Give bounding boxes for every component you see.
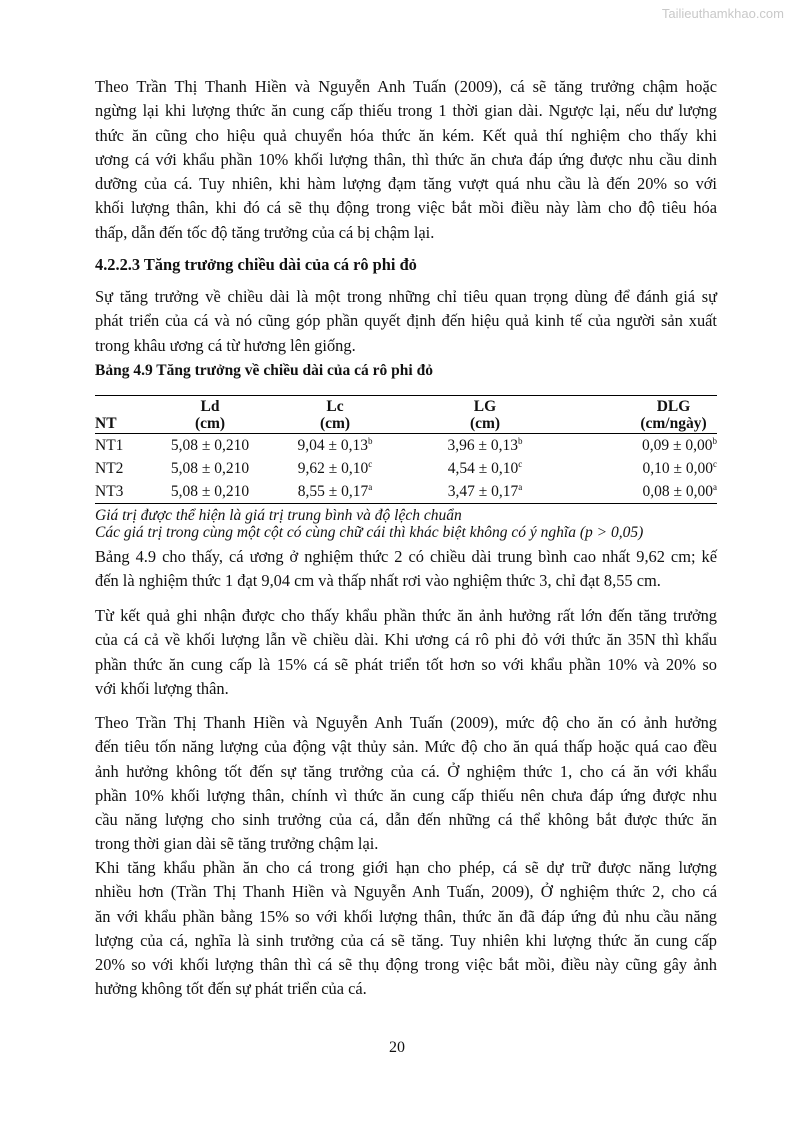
table-row (95, 457, 717, 480)
text-line: đến là nghiệm thức 1 đạt 9,04 cm và thấp nhất rơi vào nghiệm thức 3, chỉ đạt 8,55 cm. (95, 571, 661, 591)
text-line: Từ kết quả ghi nhận được cho thấy khẩu phần thức ăn ảnh hưởng rất lớn đến tăng trưởng (95, 606, 717, 625)
paragraph-1 (95, 75, 717, 245)
cell-ld: 5,08 ± 0,210 (170, 437, 250, 454)
paragraph-3 (95, 545, 717, 594)
text-line: với khối lượng thân. (95, 678, 229, 698)
table-note-1: Giá trị được thể hiện là giá trị trung bình và độ lệch chuẩn (95, 507, 462, 524)
text-line: ảnh hưởng không tốt đến sự tăng trưởng của cá. Ở nghiệm thức 1, cho cá ăn với khẩu (95, 761, 717, 781)
cell-dlg: 0,09 ± 0,00$^b$ (641, 436, 717, 454)
cell-lc: 8,55 ± 0,17$^a$ (270, 480, 400, 504)
paragraph-5 (95, 711, 717, 857)
text-line: Bảng 4.9 cho thấy, cá ương ở nghiệm thức 2 có chiều dài trung bình cao nhất 9,62 cm; kế (95, 547, 717, 566)
text-line: 20% so với khối lượng thân thì cá sẽ thụ động trong việc bắt mồi, điều này cũng gây ảnh (95, 955, 717, 975)
text-line: trong thời gian dài sẽ tăng trưởng chậm lại. (95, 834, 379, 854)
table-row (95, 480, 717, 504)
text-line: thức ăn cũng cho hiệu quả chuyển hóa thức ăn kém. Kết quả thí nghiệm cho thấy khi (95, 125, 717, 145)
col-header-ld: Ld (cm) (150, 396, 270, 434)
cell-nt: NT1 (95, 437, 124, 454)
cell-ld: 5,08 ± 0,210 (150, 480, 270, 504)
text-line: khối lượng thân, khi đó cá sẽ thụ động trong việc bắt mồi điều này làm cho độ tiêu hóa (95, 198, 717, 218)
cell-dlg: 0,08 ± 0,00$^a$ (570, 480, 717, 504)
cell-lg: 3,47 ± 0,17$^a$ (400, 480, 570, 504)
text-line: của cá cả về khối lượng lẫn về chiều dài. Khi ương cá rô phi đỏ với thức ăn 35N thì khẩu (95, 630, 717, 650)
text-line: ngừng lại khi lượng thức ăn cung cấp thiếu trong 1 thời gian dài. Ngược lại, nếu dư lượng (95, 101, 717, 121)
text-line: Theo Trần Thị Thanh Hiền và Nguyễn Anh Tuấn (2009), mức độ cho ăn có ảnh hưởng (95, 713, 717, 732)
table-row (95, 434, 717, 458)
text-line: lượng của cá, nghĩa là sinh trưởng của cá sẽ tăng. Tuy nhiên khi lượng thức ăn cung cấp (95, 930, 717, 950)
cell-nt: NT2 (95, 460, 124, 477)
paragraph-2 (95, 285, 717, 358)
text-line: Khi tăng khẩu phần ăn cho cá trong giới hạn cho phép, cá sẽ dự trữ được năng lượng (95, 858, 717, 877)
table-caption: Bảng 4.9 Tăng trưởng về chiều dài của cá rô phi đỏ (95, 362, 433, 379)
text-line: phần 10% khối lượng thân, chính vì thức ăn cung cấp thiếu nên chưa đáp ứng được nhu (95, 785, 717, 805)
text-line: Sự tăng trưởng về chiều dài là một trong những chỉ tiêu quan trọng dùng để đánh giá sự (95, 287, 717, 306)
col-header-lc: Lc (cm) (270, 396, 400, 434)
text-line: thấp, dẫn đến tốc độ tăng trưởng của cá bị chậm lại. (95, 222, 435, 242)
text-line: trong khâu ương cá từ hương lên giống. (95, 335, 356, 355)
length-growth-table (95, 395, 717, 504)
text-line: phần thức ăn cung cấp là 15% cá sẽ phát triển tốt hơn so với khẩu phần 10% và 20% so (95, 654, 717, 674)
cell-ld: 5,08 ± 0,210 (170, 460, 250, 477)
col-header-nt: NT (95, 396, 150, 434)
cell-dlg: 0,10 ± 0,00$^c$ (642, 459, 717, 477)
text-line: ương cá với khẩu phần 10% khối lượng thân, thì thức ăn chưa đáp ứng được nhu cầu dinh (95, 149, 717, 169)
paragraph-6 (95, 856, 717, 1002)
cell-lc: 9,62 ± 0,10$^c$ (297, 459, 373, 477)
col-header-lg: LG (cm) (400, 396, 570, 434)
cell-lc: 9,04 ± 0,13$^b$ (297, 436, 373, 454)
text-line: phát triển của cá và nó cũng góp phần quyết định đến hiệu quả kinh tế của người sản xuất (95, 311, 717, 331)
cell-nt: NT3 (95, 480, 150, 504)
text-line: đến tiêu tốn năng lượng của động vật thủy sản. Mức độ cho ăn quá thấp hoặc quá cao đều (95, 737, 717, 757)
cell-lg: 3,96 ± 0,13$^b$ (447, 436, 523, 454)
section-heading: 4.2.2.3 Tăng trưởng chiều dài của cá rô phi đỏ (95, 255, 417, 274)
text-line: nhiều hơn (Trần Thị Thanh Hiền và Nguyễn Anh Tuấn, 2009), Ở nghiệm thức 2, cho cá (95, 882, 717, 902)
text-line: cầu năng lượng cho sinh trưởng của cá, dẫn đến những cá thể không bắt được thức ăn (95, 810, 717, 830)
text-line: ăn với khẩu phần bằng 15% so với khối lượng thân, thức ăn đã đáp ứng đủ nhu cầu năng (95, 906, 717, 926)
col-header-dlg: DLG (cm/ngày) (570, 396, 717, 434)
page-number: 20 (389, 1039, 405, 1056)
table-note-2: Các giá trị trong cùng một cột có cùng chữ cái thì khác biệt không có ý nghĩa (p > 0,05) (95, 524, 644, 541)
text-line: hưởng không tốt đến sự phát triển của cá. (95, 979, 367, 999)
text-line: dưỡng của cá. Tuy nhiên, khi hàm lượng đạm tăng vượt quá nhu cầu là đến 20% so với (95, 174, 717, 194)
watermark: Tailieuthamkhao.com (661, 6, 784, 21)
cell-lg: 4,54 ± 0,10$^c$ (447, 459, 523, 477)
paragraph-4 (95, 604, 717, 701)
text-line: Theo Trần Thị Thanh Hiền và Nguyễn Anh Tuấn (2009), cá sẽ tăng trưởng chậm hoặc (95, 77, 717, 96)
